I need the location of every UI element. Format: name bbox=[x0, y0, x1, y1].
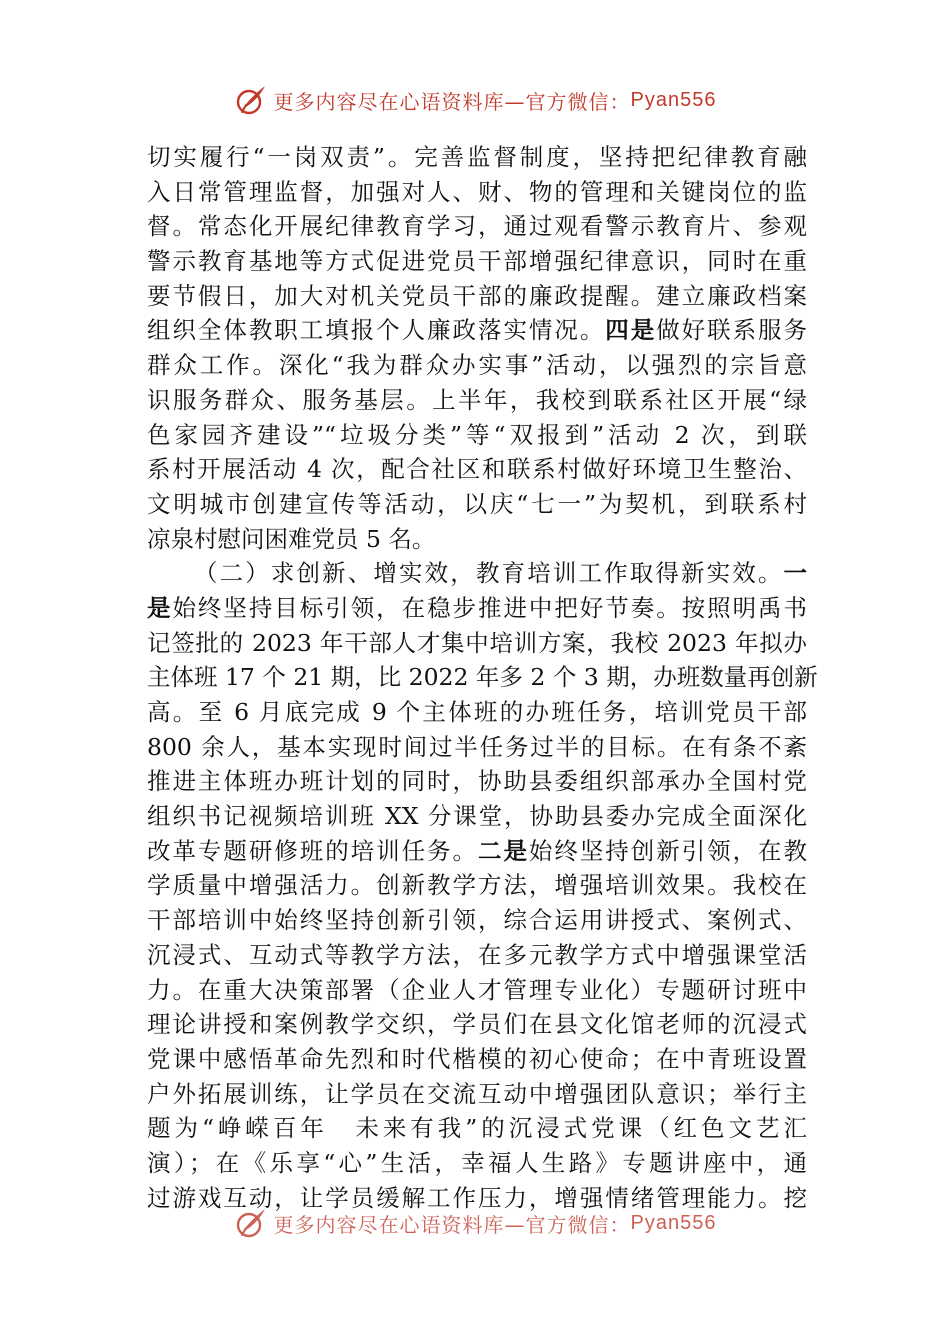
document-line bbox=[147, 487, 807, 522]
watermark-text: 更多内容尽在心语资料库—官方微信： bbox=[273, 89, 631, 114]
line-text: 800 余人，基本实现时间过半任务过半的目标。在有条不紊 bbox=[147, 732, 807, 761]
quill-logo-icon bbox=[234, 1206, 268, 1240]
bold-lead-text: 一 bbox=[783, 559, 807, 588]
line-text: 始终坚持目标引领，在稳步推进中把好节奏。按照明禹书 bbox=[172, 593, 808, 622]
document-line bbox=[147, 209, 807, 244]
line-text: 凉泉村慰问困难党员 5 名。 bbox=[147, 524, 436, 553]
line-text: 过游戏互动，让学员缓解工作压力，增强情绪管理能力。挖 bbox=[147, 1183, 807, 1212]
line-text: 沉浸式、互动式等教学方法，在多元教学方式中增强课堂活 bbox=[147, 940, 807, 969]
document-line bbox=[147, 1146, 807, 1181]
line-text: 文明城市创建宣传等活动，以庆“七一”为契机，到联系村 bbox=[147, 489, 807, 518]
document-line bbox=[147, 868, 807, 903]
document-line bbox=[147, 591, 807, 626]
document-line bbox=[147, 175, 807, 210]
line-text: 推进主体班办班计划的同时，协助县委组织部承办全国村党 bbox=[147, 767, 807, 796]
document-line bbox=[147, 522, 807, 557]
watermark-wechat-id: Pyan556 bbox=[630, 1211, 717, 1234]
line-text: 题为“峥嵘百年 未来有我”的沉浸式党课（红色文艺汇 bbox=[147, 1114, 807, 1143]
line-text: 要节假日，加大对机关党员干部的廉政提醒。建立廉政档案 bbox=[147, 281, 807, 310]
line-text: 高。至 6 月底完成 9 个主体班的办班任务，培训党员干部 bbox=[147, 698, 807, 726]
document-line bbox=[147, 140, 807, 175]
document-body bbox=[147, 140, 818, 1215]
line-text: 理论讲授和案例教学交织，学员们在县文化馆老师的沉浸式 bbox=[147, 1010, 807, 1039]
document-line bbox=[147, 834, 807, 869]
bold-lead-text: 是 bbox=[147, 593, 173, 622]
document-line bbox=[147, 764, 807, 799]
document-line bbox=[147, 313, 807, 348]
line-text: 始终坚持创新引领，在教 bbox=[528, 836, 808, 865]
watermark-footer bbox=[0, 1203, 950, 1243]
line-text: 组织全体教职工填报个人廉政落实情况。 bbox=[147, 316, 606, 345]
document-line bbox=[147, 1042, 807, 1077]
document-line bbox=[147, 1007, 807, 1042]
line-text: 系村开展活动 4 次，配合社区和联系村做好环境卫生整治、 bbox=[147, 455, 807, 484]
line-text: 主体班 17 个 21 期，比 2022 年多 2 个 3 期，办班数量再创新 bbox=[147, 663, 818, 692]
watermark-text: 更多内容尽在心语资料库—官方微信： bbox=[273, 1212, 631, 1237]
watermark-header bbox=[0, 80, 950, 120]
document-line bbox=[147, 556, 807, 591]
line-text: 党课中感悟革命先烈和时代楷模的初心使命；在中青班设置 bbox=[147, 1044, 807, 1073]
document-line bbox=[147, 244, 807, 279]
line-text: 警示教育基地等方式促进党员干部增强纪律意识，同时在重 bbox=[147, 247, 807, 276]
document-line bbox=[147, 660, 818, 695]
watermark-wechat-id: Pyan556 bbox=[630, 88, 717, 111]
line-text: 学质量中增强活力。创新教学方法，增强培训效果。我校在 bbox=[147, 871, 807, 900]
line-text: 督。常态化开展纪律教育学习，通过观看警示教育片、参观 bbox=[147, 212, 807, 241]
document-line bbox=[147, 730, 807, 765]
document-line bbox=[147, 799, 807, 834]
bold-lead-text: 四是 bbox=[605, 316, 657, 345]
line-text: 色家园齐建设”“垃圾分类”等“双报到”活动 2 次，到联 bbox=[147, 420, 807, 449]
document-line bbox=[147, 1077, 807, 1112]
document-line bbox=[147, 383, 807, 418]
line-text: 演）；在《乐享“心”生活，幸福人生路》专题讲座中，通 bbox=[147, 1148, 807, 1177]
line-text: （二）求创新、增实效，教育培训工作取得新实效。 bbox=[194, 559, 784, 588]
line-text: 切实履行“一岗双责”。完善监督制度，坚持把纪律教育融 bbox=[147, 143, 807, 171]
line-text: 入日常管理监督，加强对人、财、物的管理和关键岗位的监 bbox=[147, 177, 807, 206]
line-text: 记签批的 2023 年干部人才集中培训方案，我校 2023 年拟办 bbox=[147, 628, 807, 657]
document-line bbox=[147, 452, 807, 487]
document-line bbox=[147, 348, 807, 383]
line-text: 户外拓展训练，让学员在交流互动中增强团队意识；举行主 bbox=[147, 1079, 807, 1108]
document-line bbox=[147, 626, 807, 661]
line-text: 改革专题研修班的培训任务。 bbox=[147, 836, 478, 865]
document-line bbox=[147, 695, 807, 730]
line-text: 力。在重大决策部署（企业人才管理专业化）专题研讨班中 bbox=[147, 975, 807, 1004]
document-line bbox=[147, 418, 807, 453]
document-line bbox=[147, 279, 807, 314]
line-text: 做好联系服务 bbox=[656, 316, 808, 345]
document-line bbox=[147, 973, 807, 1008]
line-text: 群众工作。深化“我为群众办实事”活动，以强烈的宗旨意 bbox=[147, 351, 807, 380]
bold-lead-text: 二是 bbox=[477, 836, 529, 865]
document-line bbox=[147, 903, 807, 938]
line-text: 组织书记视频培训班 XX 分课堂，协助县委办完成全面深化 bbox=[147, 802, 807, 831]
quill-logo-icon bbox=[234, 83, 268, 117]
line-text: 干部培训中始终坚持创新引领，综合运用讲授式、案例式、 bbox=[147, 906, 807, 935]
document-line bbox=[147, 938, 807, 973]
document-line bbox=[147, 1111, 807, 1146]
line-text: 识服务群众、服务基层。上半年，我校到联系社区开展“绿 bbox=[147, 385, 807, 414]
